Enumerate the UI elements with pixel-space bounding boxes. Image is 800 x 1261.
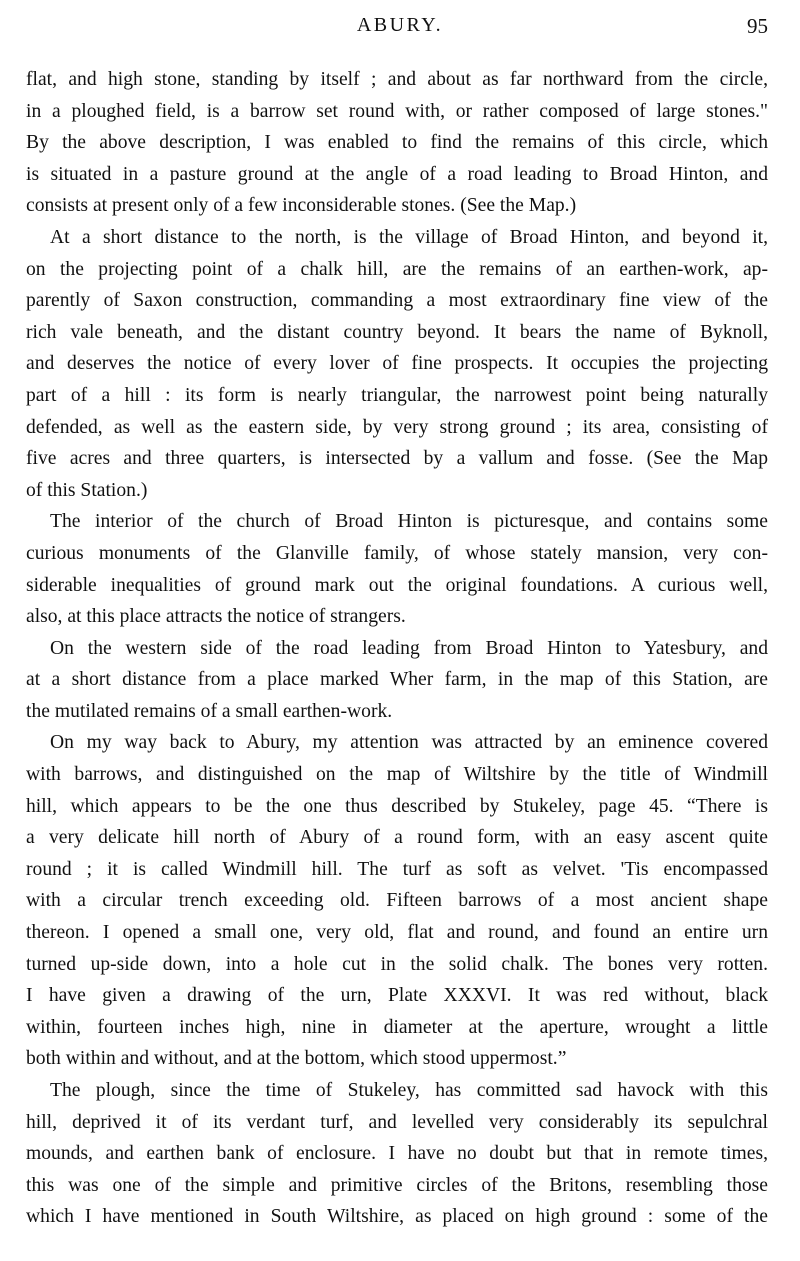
body-text [26, 64, 768, 1233]
running-title: ABURY. [356, 14, 444, 36]
text-line: round ; it is called Windmill hill. The turf as soft as velvet. 'Tis encompassed [26, 858, 768, 880]
text-line: is situated in a pasture ground at the angle of a road leading to Broad Hinton, and [26, 163, 768, 185]
text-line: turned up-side down, into a hole cut in the solid chalk. The bones very rotten. [26, 953, 768, 975]
text-line: both within and without, and at the bottom, which stood uppermost.” [26, 1048, 567, 1070]
text-line: parently of Saxon construction, commanding a most extraordinary fine view of the [26, 290, 768, 312]
text-line: siderable inequalities of ground mark out the original foundations. A curious well, [26, 574, 768, 596]
text-line: within, fourteen inches high, nine in diameter at the aperture, wrought a little [26, 1016, 768, 1038]
text-line: with barrows, and distinguished on the map of Wiltshire by the title of Windmill [26, 764, 768, 786]
paragraph [26, 64, 768, 222]
text-line: in a ploughed field, is a barrow set round with, or rather composed of large stones." [26, 100, 768, 122]
paragraph [26, 1075, 768, 1233]
text-line: with a circular trench exceeding old. Fifteen barrows of a most ancient shape [26, 890, 768, 912]
running-header [0, 10, 800, 44]
text-line: On my way back to Abury, my attention was attracted by an eminence covered [50, 732, 768, 754]
text-line: On the western side of the road leading from Broad Hinton to Yatesbury, and [50, 637, 768, 659]
text-line: this was one of the simple and primitive circles of the Britons, resembling those [26, 1174, 768, 1196]
text-line: a very delicate hill north of Abury of a round form, with an easy ascent quite [26, 827, 768, 849]
paragraph [26, 222, 768, 506]
text-line: of this Station.) [26, 479, 148, 501]
text-line: hill, deprived it of its verdant turf, and levelled very considerably its sepulchral [26, 1111, 768, 1133]
text-line: at a short distance from a place marked Wher farm, in the map of this Station, are [26, 669, 768, 691]
text-line: defended, as well as the eastern side, by very strong ground ; its area, consisting of [26, 416, 768, 438]
paragraph [26, 727, 768, 1075]
text-line: I have given a drawing of the urn, Plate XXXVI. It was red without, black [26, 985, 768, 1007]
text-line: mounds, and earthen bank of enclosure. I have no doubt but that in remote times, [26, 1143, 768, 1165]
text-line: part of a hill : its form is nearly triangular, the narrowest point being naturally [26, 384, 768, 406]
text-line: consists at present only of a few inconsiderable stones. (See the Map.) [26, 195, 577, 217]
text-line: which I have mentioned in South Wiltshire, as placed on high ground : some of the [26, 1206, 768, 1228]
page-number: 95 [747, 14, 768, 38]
text-line: hill, which appears to be the one thus described by Stukeley, page 45. “There is [26, 795, 768, 817]
text-line: curious monuments of the Glanville family, of whose stately mansion, very con- [26, 542, 768, 564]
text-line: By the above description, I was enabled to find the remains of this circle, which [26, 132, 768, 154]
text-line: five acres and three quarters, is intersected by a vallum and fosse. (See the Map [26, 448, 768, 470]
text-line: also, at this place attracts the notice of strangers. [26, 606, 406, 628]
paragraph [26, 633, 768, 728]
text-line: and deserves the notice of every lover of fine prospects. It occupies the projecting [26, 353, 768, 375]
text-line: The interior of the church of Broad Hinton is picturesque, and contains some [50, 511, 768, 533]
text-line: The plough, since the time of Stukeley, has committed sad havock with this [50, 1080, 768, 1101]
text-line: At a short distance to the north, is the village of Broad Hinton, and beyond it, [50, 226, 768, 248]
text-line: the mutilated remains of a small earthen-work. [26, 700, 393, 722]
paragraph [26, 506, 768, 632]
text-line: flat, and high stone, standing by itself ; and about as far northward from the circle, [26, 69, 768, 90]
text-line: thereon. I opened a small one, very old, flat and round, and found an entire urn [26, 922, 768, 944]
text-line: rich vale beneath, and the distant country beyond. It bears the name of Byknoll, [26, 321, 768, 343]
text-line: on the projecting point of a chalk hill, are the remains of an earthen-work, ap- [26, 258, 768, 280]
